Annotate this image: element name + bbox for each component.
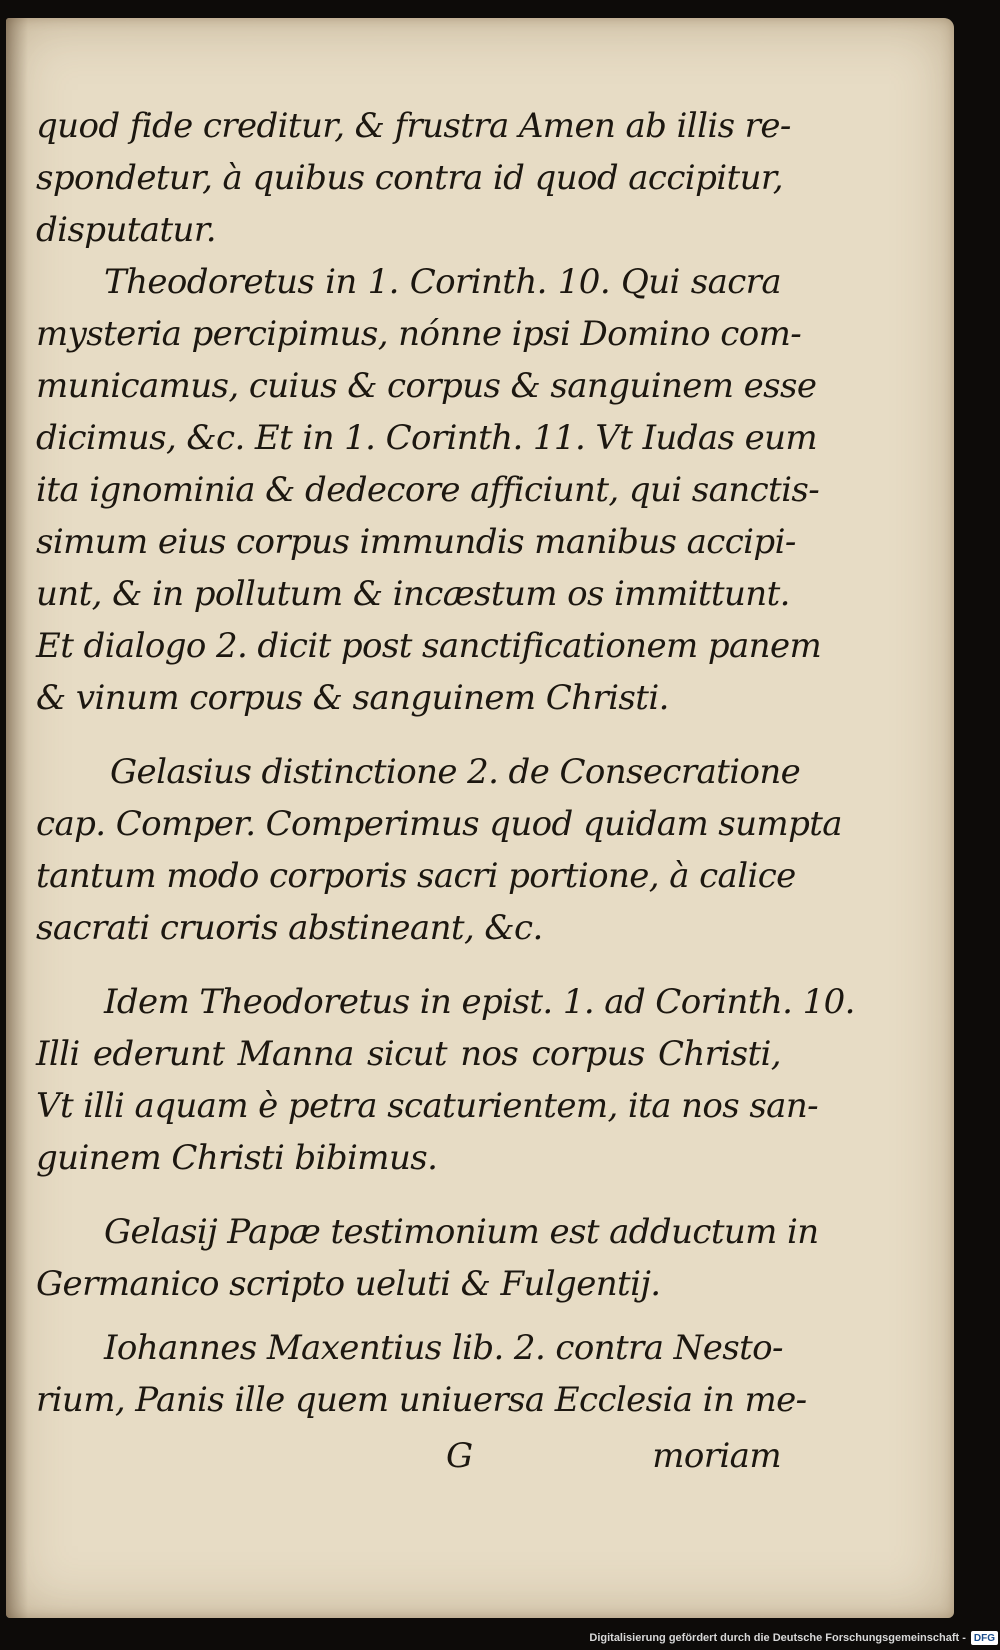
text-line: tantum modo corporis sacri portione, à calice (36, 856, 796, 896)
text-line: quod fide creditur, & frustra Amen ab illis re- (36, 106, 791, 146)
credit-text: Digitalisierung gefördert durch die Deutsche Forschungsgemeinschaft - (589, 1632, 966, 1644)
book-page (6, 18, 954, 1618)
text-line: spondetur, à quibus contra id quod accipitur, (36, 158, 783, 198)
text-line: Iohannes Maxentius lib. 2. contra Nesto- (104, 1328, 783, 1368)
text-line: Vt illi aquam è petra scaturientem, ita nos san- (36, 1086, 819, 1126)
paragraph-gap (36, 1310, 781, 1322)
page-text (36, 100, 855, 1482)
text-line: Illi ederunt Manna sicut nos corpus Christi, (36, 1034, 781, 1074)
text-line: rium, Panis ille quem uniuersa Ecclesia in me- (36, 1380, 807, 1420)
text-line: guinem Christi bibimus. (36, 1138, 438, 1178)
text-line: Germanico scripto ueluti & Fulgentij. (36, 1264, 661, 1304)
text-line: ita ignominia & dedecore afficiunt, qui sanctis- (36, 470, 820, 510)
dfg-logo: DFG (971, 1631, 998, 1645)
text-line: unt, & in pollutum & incæstum os immittunt. (36, 574, 790, 614)
text-line: municamus, cuius & corpus & sanguinem esse (36, 366, 817, 406)
text-line: sacrati cruoris abstineant, &c. (36, 908, 543, 948)
paragraph-gap (36, 724, 781, 746)
text-line: mysteria percipimus, nónne ipsi Domino com- (36, 314, 802, 354)
text-line: dicimus, &c. Et in 1. Corinth. 11. Vt Iudas eum (36, 418, 818, 458)
page-foot-line (36, 1430, 781, 1482)
text-line: Gelasij Papæ testimonium est adductum in (104, 1212, 819, 1252)
text-line: Gelasius distinctione 2. de Consecratione (110, 752, 801, 792)
paragraph-gap (36, 954, 781, 976)
text-line: disputatur. (36, 210, 216, 250)
paragraph-gap (36, 1184, 781, 1206)
digitization-credit (589, 1628, 998, 1648)
text-line: & vinum corpus & sanguinem Christi. (36, 678, 669, 718)
text-line: Theodoretus in 1. Corinth. 10. Qui sacra (104, 262, 781, 302)
text-line: simum eius corpus immundis manibus accipi- (36, 522, 796, 562)
signature-mark: G (446, 1436, 473, 1476)
text-line: cap. Comper. Comperimus quod quidam sumpta (36, 804, 842, 844)
text-line: Et dialogo 2. dicit post sanctificationem panem (36, 626, 822, 666)
spine-shadow (6, 18, 28, 1618)
catchword: moriam (652, 1436, 781, 1476)
text-line: Idem Theodoretus in epist. 1. ad Corinth. 10. (104, 982, 855, 1022)
